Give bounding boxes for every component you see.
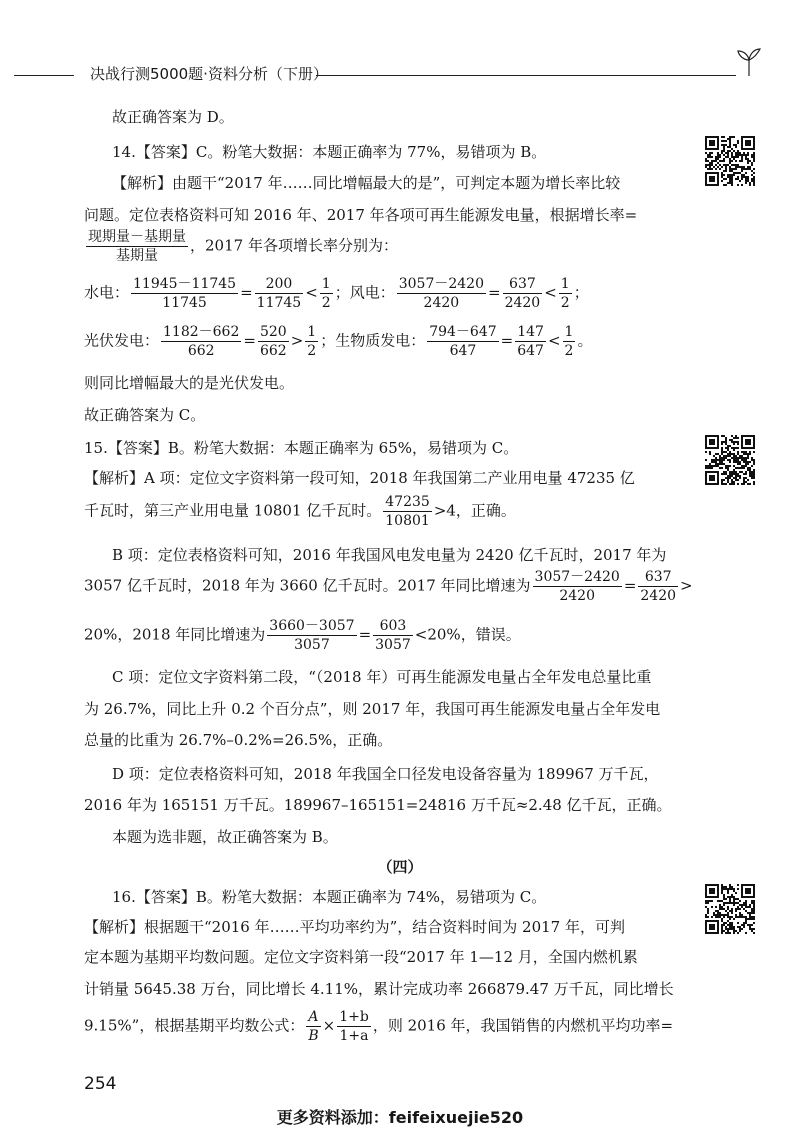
q15-option-b-line: B 项：定位表格资料可知，2016 年我国风电发电量为 2420 亿千瓦时，2017 年为	[112, 546, 667, 564]
q15-option-b-line: 20%，2018 年同比增速为 $\frac{3660-3057}{3057}$ = $\frac{603}{3057}$ <20%，错误。	[84, 618, 521, 653]
q15-option-c-line: 为 26.7%，同比上升 0.2 个百分点”，则 2017 年，我国可再生能源发电量占全年发电	[84, 700, 661, 718]
q15-answer-line: 15.【答案】B。粉笔大数据：本题正确率为 65%，易错项为 C。	[84, 439, 519, 457]
q15-option-d-line: D 项：定位表格资料可知，2018 年我国全口径发电设备容量为 189967 万千瓦，	[112, 765, 659, 783]
running-header	[14, 60, 754, 90]
sprout-icon	[734, 46, 764, 78]
header-rule-right	[316, 75, 736, 76]
q14-hydro-wind-formula: 水电： $\frac{11945-11745}{11745}$ = $\frac{200}{11745}$ < $\frac{1}{2}$ ；风电： $\frac{3057-2420}{2420}$ = $\frac{637}{2420}$ < $\frac{1}{2}$ ；	[84, 276, 589, 311]
header-rule-left	[14, 75, 74, 76]
page-number: 254	[84, 1074, 117, 1094]
q14-result: 则同比增幅最大的是光伏发电。	[84, 374, 295, 392]
q14-analysis-line: 【解析】由题干“2017 年……同比增幅最大的是”，可判定本题为增长率比较	[112, 174, 621, 192]
q14-answer-line: 14.【答案】C。粉笔大数据：本题正确率为 77%，易错项为 B。	[112, 143, 547, 161]
q16-analysis-line: 【解析】根据题干“2016 年……平均功率约为”，结合资料时间为 2017 年，可判	[84, 918, 625, 936]
q15-option-c-line: 总量的比重为 26.7%–0.2%=26.5%，正确。	[84, 731, 393, 749]
q14-analysis-line: 问题。定位表格资料可知 2016 年、2017 年各项可再生能源发电量，根据增长率=	[84, 206, 638, 224]
q15-option-b-line: 3057 亿千瓦时，2018 年为 3660 亿千瓦时。2017 年同比增速为 $\frac{3057-2420}{2420}$ = $\frac{637}{2420}$ >	[84, 569, 693, 604]
q15-option-c-line: C 项：定位文字资料第二段，“（2018 年）可再生能源发电量占全年发电总量比重	[112, 668, 652, 686]
q16-analysis-line: 计销量 5645.38 万台，同比增长 4.11%，累计完成功率 266879.47 万千瓦，同比增长	[84, 980, 674, 998]
q15-option-a-line: 【解析】A 项：定位文字资料第一段可知，2018 年我国第二产业用电量 47235 亿	[84, 469, 635, 487]
q15-option-a-line: 千瓦时，第三产业用电量 10801 亿千瓦时。 $\frac{47235}{10801}$ >4，正确。	[84, 494, 516, 529]
header-title: 决战行测5000题·资料分析（下册）	[90, 65, 328, 83]
q15-conclusion: 本题为选非题，故正确答案为 B。	[112, 828, 338, 846]
q14-rate-formula: $\frac{\text{现期量－基期量}}{\text{基期量}}$ ，2017 年各项增长率分别为：	[88, 229, 398, 264]
footer-note: 更多资料添加：feifeixuejie520	[276, 1108, 524, 1127]
q14-pv-bio-formula: 光伏发电： $\frac{1182-662}{662}$ = $\frac{520}{662}$ > $\frac{1}{2}$ ；生物质发电： $\frac{794-647}{647}$ = $\frac{147}{647}$ < $\frac{1}{2}$ 。	[84, 324, 593, 359]
previous-conclusion: 故正确答案为 D。	[112, 108, 234, 126]
qr-code-icon	[705, 435, 755, 485]
q16-answer-line: 16.【答案】B。粉笔大数据：本题正确率为 74%，易错项为 C。	[112, 888, 547, 906]
qr-code-icon	[705, 136, 755, 186]
q15-option-d-line: 2016 年为 165151 万千瓦。189967–165151=24816 万千瓦≈2.48 亿千瓦，正确。	[84, 796, 672, 814]
q14-conclusion: 故正确答案为 C。	[84, 406, 206, 424]
qr-code-icon	[705, 884, 755, 934]
q16-formula-line: 9.15%”，根据基期平均数公式： $\frac{A}{B}$ × $\frac{1+b}{1+a}$ ，则 2016 年，我国销售的内燃机平均功率=	[84, 1009, 674, 1044]
q16-analysis-line: 定本题为基期平均数问题。定位文字资料第一段“2017 年 1—12 月，全国内燃机累	[84, 948, 638, 966]
section-title: （四）	[377, 858, 423, 876]
fraction: $\frac{\text{现期量－基期量}}{\text{基期量}}$	[88, 229, 186, 264]
